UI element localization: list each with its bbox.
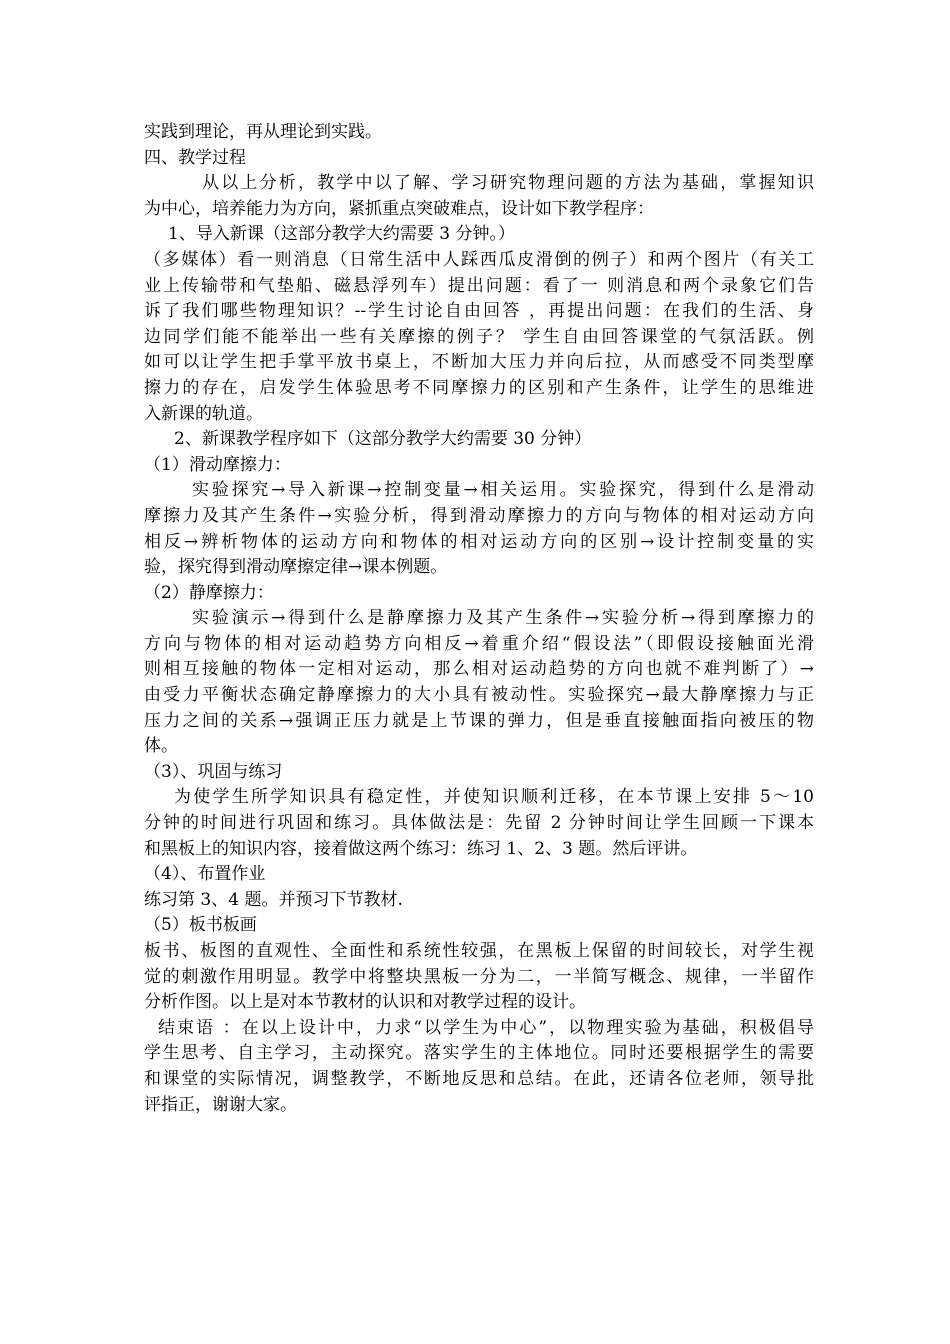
- text-line: 相反→辨析物体的运动方向和物体的相对运动方向的区别→设计控制变量的实: [144, 531, 814, 552]
- text-line: （4）、布置作业: [144, 864, 266, 885]
- text-line: 为中心，培养能力为方向，紧抓重点突破难点，设计如下教学程序：: [144, 198, 654, 219]
- text-line: 四、教学过程: [144, 147, 246, 168]
- text-line: 如可以让学生把手掌平放书桌上，不断加大压力并向后拉，从而感受不同类型摩: [144, 352, 814, 373]
- text-line: （3）、巩固与练习: [144, 761, 283, 782]
- text-line: 和课堂的实际情况，调整教学，不断地反思和总结。在此，还请各位老师，领导批: [144, 1068, 814, 1089]
- text-line: （5）板书板画: [144, 915, 257, 936]
- text-line: 擦力的存在，启发学生体验思考不同摩擦力的区别和产生条件，让学生的思维进: [144, 377, 814, 398]
- text-line: （多媒体）看一则消息（日常生活中人踩西瓜皮滑倒的例子）和两个图片（有关工: [144, 249, 814, 270]
- text-line: 由受力平衡状态确定静摩擦力的大小具有被动性。实验探究→最大静摩擦力与正: [144, 685, 814, 706]
- document-page: [144, 120, 814, 1118]
- text-line: 实践到理论，再从理论到实践。: [144, 122, 382, 142]
- text-line: 分析作图。以上是对本节教材的认识和对教学过程的设计。: [144, 992, 586, 1013]
- text-line: 实验演示→得到什么是静摩擦力及其产生条件→实验分析→得到摩擦力的: [192, 608, 814, 629]
- text-line: 和黑板上的知识内容，接着做这两个练习：练习 1、2、3 题。然后评讲。: [144, 838, 698, 859]
- text-line: 则相互接触的物体一定相对运动，那么相对运动趋势的方向也就不难判断了）→: [144, 659, 814, 680]
- text-line: 摩擦力及其产生条件→实验分析，得到滑动摩擦力的方向与物体的相对运动方向: [144, 505, 814, 526]
- text-line: 压力之间的关系→强调正压力就是上节课的弹力，但是垂直接触面指向被压的物: [144, 710, 814, 731]
- text-line: 1、导入新课（这部分教学大约需要 3 分钟。）: [168, 224, 515, 245]
- text-line: 分钟的时间进行巩固和练习。具体做法是：先留 2 分钟时间让学生回顾一下课本: [144, 813, 814, 834]
- text-line: 结束语 ：在以上设计中，力求“以学生为中心”，以物理实验为基础，积极倡导: [158, 1017, 814, 1038]
- text-line: 验，探究得到滑动摩擦定律→课本例题。: [144, 557, 448, 578]
- text-line: 练习第 3、4 题。并预习下节教材.: [144, 889, 403, 910]
- text-line: 2、新课教学程序如下（这部分教学大约需要 30 分钟）: [174, 429, 592, 450]
- text-line: 为使学生所学知识具有稳定性，并使知识顺利迁移，在本节课上安排 5～10: [174, 787, 814, 808]
- text-line: 入新课的轨道。: [144, 403, 263, 424]
- text-line: 边同学们能不能举出一些有关摩擦的例子？ 学生自由回答课堂的气氛活跃。例: [144, 326, 814, 347]
- text-line: （1）滑动摩擦力：: [144, 454, 291, 475]
- text-line: 板书、板图的直观性、全面性和系统性较强，在黑板上保留的时间较长，对学生视: [144, 941, 814, 961]
- text-line: 觉的刺激作用明显。教学中将整块黑板一分为二，一半简写概念、规律，一半留作: [144, 966, 814, 987]
- text-line: 业上传输带和气垫船、磁悬浮列车）提出问题：看了一 则消息和两个录象它们告: [144, 275, 814, 296]
- text-line: 方向与物体的相对运动趋势方向相反→着重介绍“假设法”（即假设接触面光滑: [144, 633, 814, 654]
- text-line: 学生思考、自主学习，主动探究。落实学生的主体地位。同时还要根据学生的需要: [144, 1043, 814, 1064]
- text-line: （2）静摩擦力：: [144, 582, 274, 603]
- text-line: 诉了我们哪些物理知识？--学生讨论自由回答 ，再提出问题：在我们的生活、身: [144, 301, 814, 322]
- text-line: 从以上分析，教学中以了解、学习研究物理问题的方法为基础，掌握知识: [202, 173, 814, 194]
- text-line: 体。: [144, 736, 178, 757]
- text-line: 实验探究→导入新课→控制变量→相关运用。实验探究，得到什么是滑动: [192, 480, 814, 501]
- text-line: 评指正，谢谢大家。: [144, 1094, 297, 1115]
